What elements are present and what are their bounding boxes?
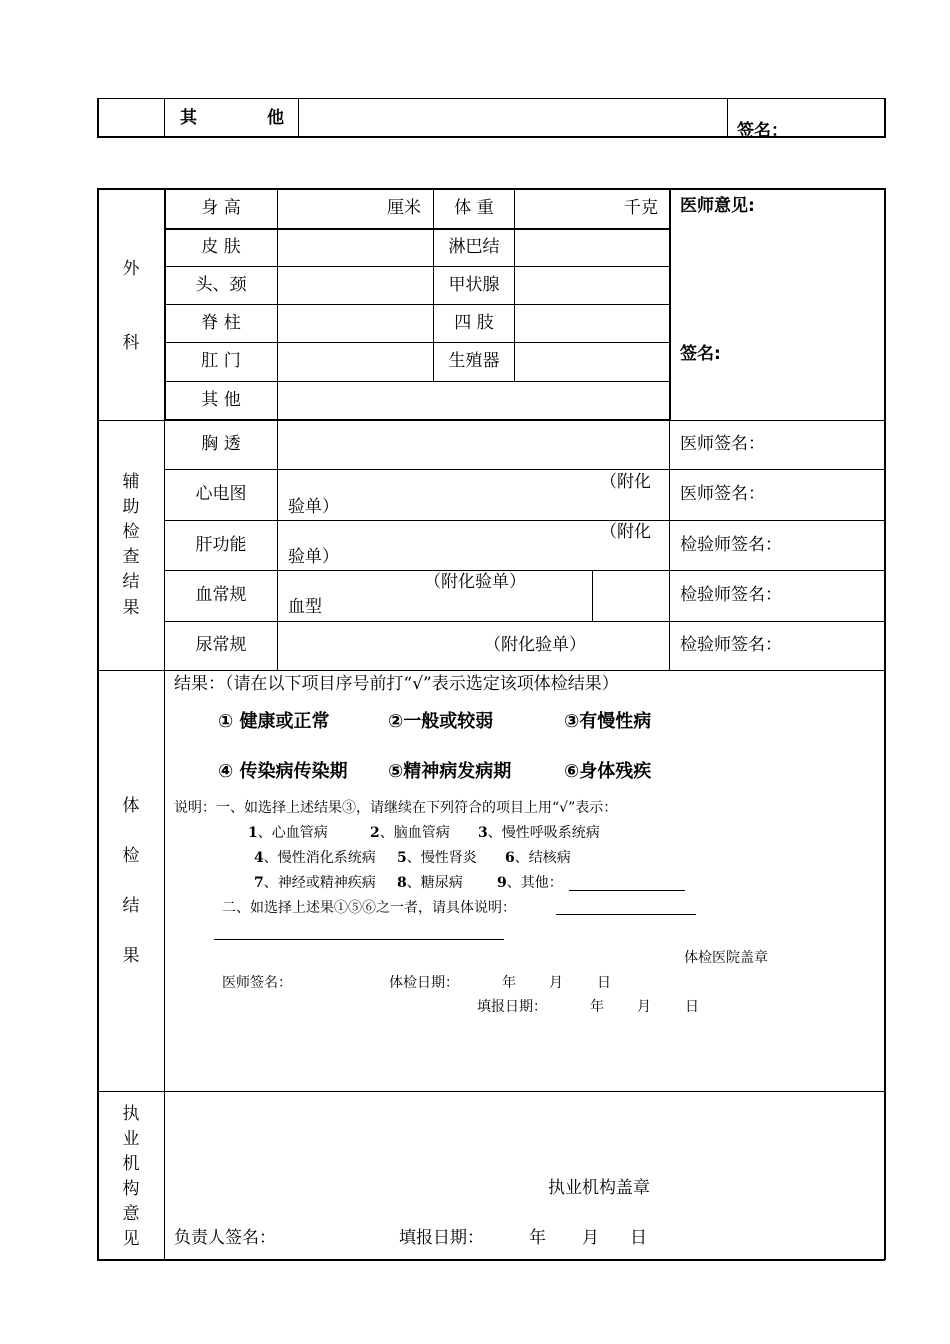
surgery-section-label-1: 外	[122, 259, 140, 279]
result-option-1[interactable]: ① 健康或正常	[218, 711, 330, 732]
institution-fill-month: 月	[582, 1228, 599, 1248]
ecg-note-2: 验单）	[288, 497, 339, 517]
result-exam-year: 年	[502, 975, 516, 991]
disease-item-8[interactable]: 8、糖尿病	[397, 875, 463, 891]
weight-unit: 千克	[624, 198, 658, 218]
result-fill-month: 月	[637, 999, 651, 1015]
genital-label: 生殖器	[448, 351, 500, 371]
top-other-label: 其 他	[180, 108, 284, 128]
thyroid-label: 甲状腺	[448, 275, 500, 295]
result-fill-date-label: 填报日期：	[477, 999, 547, 1015]
urine-sign: 检验师签名：	[680, 635, 782, 655]
weight-label: 体 重	[454, 198, 494, 218]
hospital-seal-label: 体检医院盖章	[684, 950, 768, 966]
surgery-other-label: 其 他	[201, 390, 241, 410]
urine-note: （附化验单）	[484, 635, 586, 655]
head-neck-label: 头、颈	[195, 275, 247, 295]
ecg-sign: 医师签名：	[680, 484, 765, 504]
result-option-2[interactable]: ②一般或较弱	[388, 711, 494, 732]
height-unit: 厘米	[387, 198, 421, 218]
disease-item-7[interactable]: 7、神经或精神疾病	[254, 875, 376, 891]
limbs-label: 四 肢	[454, 313, 494, 333]
result-note-line-2: 二、如选择上述果①⑤⑥之一者，请具体说明：	[222, 900, 516, 916]
disease-item-6[interactable]: 6、结核病	[505, 850, 571, 866]
disease-item-5[interactable]: 5、慢性肾炎	[397, 850, 477, 866]
doctor-opinion-label: 医师意见:	[680, 196, 755, 216]
chest-sign: 医师签名：	[680, 434, 765, 454]
disease-item-2[interactable]: 2、脑血管病	[370, 825, 450, 841]
result-fill-day: 日	[685, 999, 699, 1015]
other-disease-blank[interactable]	[569, 890, 685, 891]
result-option-6[interactable]: ⑥身体残疾	[564, 761, 652, 782]
disease-item-9[interactable]: 9、其他：	[497, 875, 563, 891]
surgery-section-label-2: 科	[122, 333, 140, 353]
disease-item-4[interactable]: 4、慢性消化系统病	[254, 850, 376, 866]
blood-sign: 检验师签名：	[680, 585, 782, 605]
disease-item-3[interactable]: 3、慢性呼吸系统病	[478, 825, 600, 841]
height-label: 身 高	[201, 198, 241, 218]
skin-label: 皮 肤	[201, 237, 241, 257]
blood-label: 血常规	[195, 585, 247, 605]
liver-note-2: 验单）	[288, 547, 339, 567]
lymph-label: 淋巴结	[448, 237, 500, 257]
surgery-sign-label: 签名:	[680, 344, 721, 364]
liver-note-1: （附化	[600, 522, 651, 542]
result-exam-date-label: 体检日期：	[389, 975, 459, 991]
blood-note: （附化验单）	[424, 572, 526, 592]
result-exam-month: 月	[549, 975, 563, 991]
result-doctor-sign: 医师签名：	[222, 975, 292, 991]
ecg-label: 心电图	[195, 484, 247, 504]
result-fill-year: 年	[590, 999, 604, 1015]
blood-type-label: 血型	[288, 597, 322, 617]
responsible-sign-label: 负责人签名：	[174, 1228, 276, 1248]
explanation-blank-1[interactable]	[556, 914, 696, 915]
top-sign-label: 签名：	[737, 121, 788, 141]
urine-label: 尿常规	[195, 635, 247, 655]
result-option-5[interactable]: ⑤精神病发病期	[388, 761, 512, 782]
ecg-note-1: （附化	[600, 472, 651, 492]
institution-fill-day: 日	[630, 1228, 647, 1248]
institution-fill-date-label: 填报日期：	[399, 1228, 484, 1248]
institution-seal-label: 执业机构盖章	[548, 1178, 650, 1198]
main-table-top-border	[97, 188, 885, 190]
result-instruction: 结果：（请在以下项目序号前打“√”表示选定该项体检结果）	[174, 674, 619, 694]
result-option-3[interactable]: ③有慢性病	[564, 711, 652, 732]
result-exam-day: 日	[597, 975, 611, 991]
result-option-4[interactable]: ④ 传染病传染期	[218, 761, 348, 782]
liver-label: 肝功能	[195, 535, 247, 555]
explanation-blank-2[interactable]	[214, 939, 504, 940]
anus-label: 肛 门	[201, 351, 241, 371]
result-note-line-1: 说明：一、如选择上述结果③，请继续在下列符合的项目上用“√”表示：	[174, 800, 618, 816]
chest-label: 胸 透	[201, 434, 241, 454]
institution-fill-year: 年	[529, 1228, 546, 1248]
liver-sign: 检验师签名：	[680, 535, 782, 555]
spine-label: 脊 柱	[201, 313, 241, 333]
main-table-bottom-border	[97, 1259, 885, 1261]
disease-item-1[interactable]: 1、心血管病	[248, 825, 328, 841]
